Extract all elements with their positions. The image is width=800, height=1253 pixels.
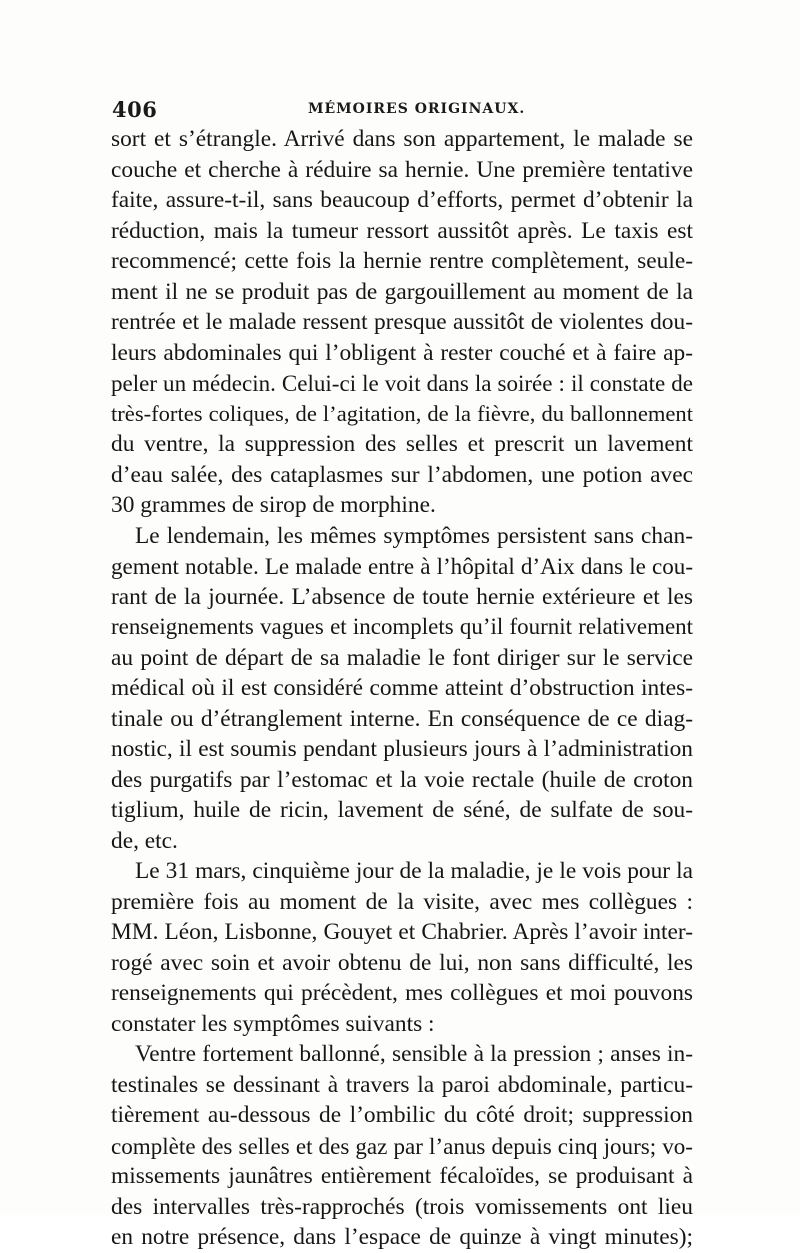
text-line: première fois au moment de la visite, avec mes collègues : <box>111 888 693 915</box>
text-line: des intervalles très-rapprochés (trois vomissements ont lieu <box>111 1193 693 1220</box>
text-line: d’eau salée, des cataplasmes sur l’abdomen, une potion avec <box>111 461 693 488</box>
text-line: gement notable. Le malade entre à l’hôpital d’Aix dans le cou- <box>111 553 693 579</box>
text-line: du ventre, la suppression des selles et prescrit un lavement <box>111 431 693 457</box>
text-line: faite, assure-t-il, sans beaucoup d’efforts, permet d’obtenir la <box>111 187 693 213</box>
text-line: réduction, mais la tumeur ressort aussitôt après. Le taxis est <box>111 217 693 244</box>
text-line: Le lendemain, les mêmes symptômes persistent sans chan- <box>135 522 693 549</box>
text-line: MM. Léon, Lisbonne, Gouyet et Chabrier. Après l’avoir inter- <box>111 919 693 945</box>
text-line: nostic, il est soumis pendant plusieurs jours à l’administration <box>111 736 693 762</box>
text-line: peler un médecin. Celui-ci le voit dans la soirée : il constate de <box>111 370 693 396</box>
text-line: de, etc. <box>111 827 178 854</box>
text-line: couche et cherche à réduire sa hernie. Une première tentative <box>111 156 693 183</box>
text-line: rentrée et le malade ressent presque aussitôt de violentes dou- <box>111 309 693 335</box>
text-line: leurs abdominales qui l’obligent à rester couché et à faire ap- <box>111 339 693 366</box>
page-header <box>112 97 692 125</box>
text-line: sort et s’étrangle. Arrivé dans son appartement, le malade se <box>111 126 693 152</box>
page-number: 406 <box>112 97 158 122</box>
text-line: constater les symptômes suivants : <box>111 1010 435 1037</box>
text-line: recommencé; cette fois la hernie rentre complètement, seule- <box>111 248 693 274</box>
text-line: ment il ne se produit pas de gargouillement au moment de la <box>111 278 693 305</box>
text-line: tièrement au-dessous de l’ombilic du côté droit; suppression <box>111 1102 693 1128</box>
text-line: testinales se dessinant à travers la paroi abdominale, particu- <box>111 1071 693 1098</box>
text-line: complète des selles et des gaz par l’anus depuis cinq jours; vo- <box>111 1132 693 1159</box>
text-line: en notre présence, dans l’espace de quinze à vingt minutes); <box>111 1224 693 1250</box>
text-line: Le 31 mars, cinquième jour de la maladie, je le vois pour la <box>135 858 693 884</box>
body-text <box>111 124 693 1253</box>
text-line: renseignements vagues et incomplets qu’il fournit relativement <box>111 614 693 639</box>
text-line: des purgatifs par l’estomac et la voie rectale (huile de croton <box>111 766 693 793</box>
text-line: tiglium, huile de ricin, lavement de séné, de sulfate de sou- <box>111 797 693 823</box>
text-line: 30 grammes de sirop de morphine. <box>111 492 436 518</box>
text-line: missements jaunâtres entièrement fécaloïdes, se produisant à <box>111 1163 693 1189</box>
text-line: renseignements qui précèdent, mes collègues et moi pouvons <box>111 980 693 1006</box>
text-line: très-fortes coliques, de l’agitation, de la fièvre, du ballonnement <box>111 400 693 426</box>
text-line: Ventre fortement ballonné, sensible à la pression ; anses in- <box>135 1041 693 1067</box>
text-line: tinale ou d’étranglement interne. En conséquence de ce diag- <box>111 705 693 732</box>
text-line: au point de départ de sa maladie le font diriger sur le service <box>111 644 693 671</box>
text-line: médical où il est considéré comme atteint d’obstruction intes- <box>111 675 693 701</box>
text-line: rogé avec soin et avoir obtenu de lui, non sans difficulté, les <box>111 949 693 976</box>
text-line: rant de la journée. L’absence de toute hernie extérieure et les <box>111 583 693 610</box>
running-title: MÉMOIRES ORIGINAUX. <box>308 101 526 117</box>
